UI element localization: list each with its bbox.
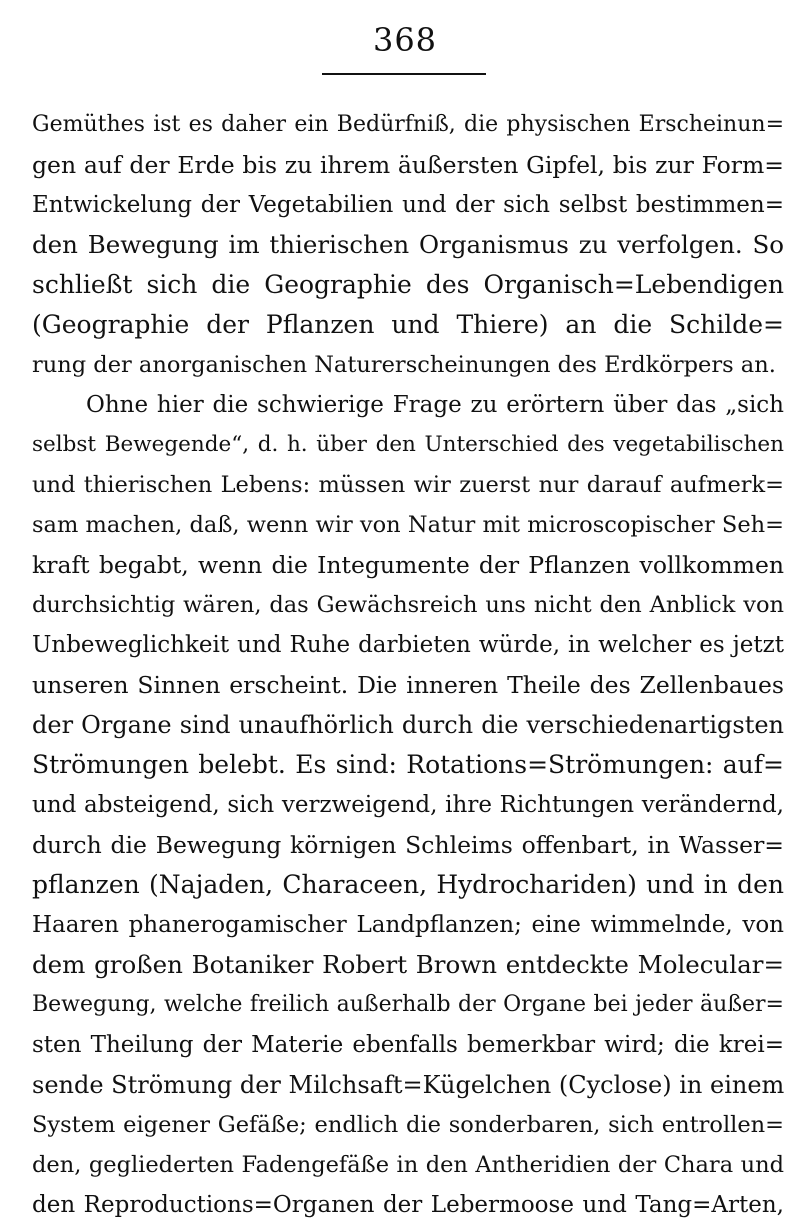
text-line: schließt sich die Geographie des Organisch=Lebendigen xyxy=(32,270,784,299)
text-line: rung der anorganischen Naturerscheinungen des Erdkörpers an. xyxy=(32,352,776,378)
text-line: durchsichtig wären, das Gewächsreich uns nicht den Anblick von xyxy=(32,592,784,618)
text-line: (Geographie der Pflanzen und Thiere) an die Schilde= xyxy=(32,310,784,339)
body-text xyxy=(32,105,784,1225)
header-rule xyxy=(322,73,486,75)
text-line: pflanzen (Najaden, Characeen, Hydrochariden) und in den xyxy=(32,870,784,899)
text-line: Strömungen belebt. Es sind: Rotations=Strömungen: auf= xyxy=(32,750,784,779)
text-line: selbst Bewegende“, d. h. über den Unterschied des vegetabilischen xyxy=(32,432,784,457)
text-line: und absteigend, sich verzweigend, ihre Richtungen verändernd, xyxy=(32,792,784,818)
text-line: Gemüthes ist es daher ein Bedürfniß, die physischen Erscheinun= xyxy=(32,112,784,137)
text-line: durch die Bewegung körnigen Schleims offenbart, in Wasser= xyxy=(32,831,784,859)
text-line: unseren Sinnen erscheint. Die inneren Theile des Zellenbaues xyxy=(32,671,784,699)
text-line: den Bewegung im thierischen Organismus zu verfolgen. So xyxy=(32,230,784,259)
text-line: Bewegung, welche freilich außerhalb der Organe bei jeder äußer= xyxy=(32,992,784,1017)
text-line: sende Strömung der Milchsaft=Kügelchen (Cyclose) in einem xyxy=(32,1071,784,1099)
text-line: dem großen Botaniker Robert Brown entdeckte Molecular= xyxy=(32,950,784,979)
page-number: 368 xyxy=(372,21,438,59)
text-line: Entwickelung der Vegetabilien und der sich selbst bestimmen= xyxy=(32,192,784,218)
text-line: den Reproductions=Organen der Lebermoose und Tang=Arten, xyxy=(32,1192,784,1218)
paragraph-start-line: Ohne hier die schwierige Frage zu erörtern über das „sich xyxy=(86,392,784,418)
text-line: sten Theilung der Materie ebenfalls bemerkbar wird; die krei= xyxy=(32,1032,784,1058)
text-line: der Organe sind unaufhörlich durch die verschiedenartigsten xyxy=(32,711,784,739)
text-line: kraft begabt, wenn die Integumente der Pflanzen vollkommen xyxy=(32,551,784,579)
text-line: System eigener Gefäße; endlich die sonderbaren, sich entrollen= xyxy=(32,1112,784,1138)
text-line: Unbeweglichkeit und Ruhe darbieten würde, in welcher es jetzt xyxy=(32,632,784,658)
text-line: sam machen, daß, wenn wir von Natur mit microscopischer Seh= xyxy=(32,512,784,538)
text-line: und thierischen Lebens: müssen wir zuerst nur darauf aufmerk= xyxy=(32,472,784,498)
text-line: Haaren phanerogamischer Landpflanzen; eine wimmelnde, von xyxy=(32,912,784,938)
text-line: den, gegliederten Fadengefäße in den Antheridien der Chara und xyxy=(32,1152,784,1178)
text-line: gen auf der Erde bis zu ihrem äußersten Gipfel, bis zur Form= xyxy=(32,151,784,179)
